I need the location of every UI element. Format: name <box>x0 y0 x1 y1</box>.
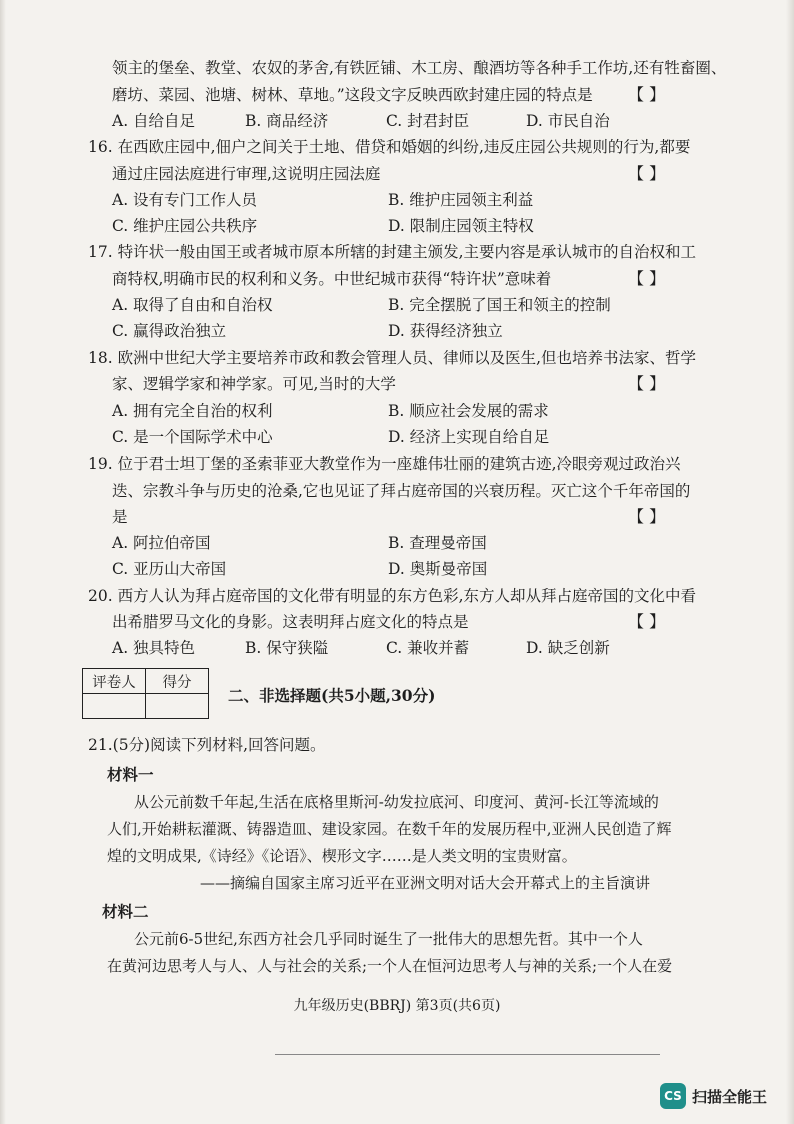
q20-option-a: A. 独具特色 <box>112 639 196 657</box>
score-header: 得分 <box>146 669 209 694</box>
scanner-watermark <box>660 1083 767 1109</box>
q19-option-a: A. 阿拉伯帝国 <box>112 534 211 552</box>
q19-option-b: B. 查理曼帝国 <box>388 534 487 552</box>
q17-line1: 17. 特许状一般由国王或者城市原本所辖的封建主颁发,主要内容是承认城市的自治权和工 <box>88 243 697 261</box>
q20-answer-bracket: 【 】 <box>628 612 666 631</box>
q16-option-a: A. 设有专门工作人员 <box>112 191 258 209</box>
q16-option-b: B. 维护庄园领主利益 <box>388 191 534 209</box>
camscanner-logo-icon: CS <box>660 1083 686 1109</box>
q20-option-b: B. 保守狭隘 <box>245 639 329 657</box>
grader-cell <box>83 694 146 719</box>
scanner-app-name: 扫描全能王 <box>692 1087 768 1106</box>
q18-option-a: A. 拥有完全自治的权利 <box>112 402 273 420</box>
material-1-line1: 从公元前数千年起,生活在底格里斯河-幼发拉底河、印度河、黄河-长江等流域的 <box>134 793 659 811</box>
material-1-title: 材料一 <box>107 765 154 784</box>
q16-line1: 16. 在西欧庄园中,佃户之间关于土地、借贷和婚姻的纠纷,违反庄园公共规则的行为,都要 <box>88 138 691 156</box>
q19-line1: 19. 位于君士坦丁堡的圣索菲亚大教堂作为一座雄伟壮丽的建筑古迹,冷眼旁观过政治兴 <box>88 455 681 473</box>
scan-edge-left <box>0 0 6 1124</box>
scan-edge-right <box>786 0 794 1124</box>
q18-option-b: B. 顺应社会发展的需求 <box>388 402 549 420</box>
q18-answer-bracket: 【 】 <box>628 374 666 393</box>
q15-option-c: C. 封君封臣 <box>386 112 470 130</box>
material-2-line2: 在黄河边思考人与人、人与社会的关系;一个人在恒河边思考人与神的关系;一个人在爱 <box>107 957 673 975</box>
q15-answer-bracket: 【 】 <box>628 85 666 104</box>
q16-answer-bracket: 【 】 <box>628 164 666 183</box>
q18-option-c: C. 是一个国际学术中心 <box>112 428 273 446</box>
q19-line2: 迭、宗教斗争与历史的沧桑,它也见证了拜占庭帝国的兴衰历程。灭亡这个千年帝国的 <box>112 482 691 500</box>
material-1-line2: 人们,开始耕耘灌溉、铸器造皿、建设家园。在数千年的发展历程中,亚洲人民创造了辉 <box>107 820 672 838</box>
q21-stem: 21.(5分)阅读下列材料,回答问题。 <box>88 736 326 754</box>
q17-answer-bracket: 【 】 <box>628 269 666 288</box>
q15-option-d: D. 市民自治 <box>526 112 610 130</box>
q17-option-d: D. 获得经济独立 <box>388 322 503 340</box>
q19-answer-bracket: 【 】 <box>628 507 666 526</box>
q17-option-b: B. 完全摆脱了国王和领主的控制 <box>388 296 611 314</box>
q15-option-a: A. 自给自足 <box>112 112 196 130</box>
page-footer: 九年级历史(BBRJ) 第3页(共6页) <box>293 998 501 1014</box>
q20-option-c: C. 兼收并蓄 <box>386 639 470 657</box>
material-1-source: ——摘编自国家主席习近平在亚洲文明对话大会开幕式上的主旨演讲 <box>200 874 651 892</box>
q19-option-d: D. 奥斯曼帝国 <box>388 560 488 578</box>
q15-line2: 磨坊、菜园、池塘、树林、草地。”这段文字反映西欧封建庄园的特点是 <box>112 86 593 104</box>
q20-line2: 出希腊罗马文化的身影。这表明拜占庭文化的特点是 <box>112 613 469 631</box>
q17-option-c: C. 赢得政治独立 <box>112 322 227 340</box>
q20-option-d: D. 缺乏创新 <box>526 639 610 657</box>
q18-line1: 18. 欧洲中世纪大学主要培养市政和教会管理人员、律师以及医生,但也培养书法家、哲学 <box>88 349 697 367</box>
score-cell <box>146 694 209 719</box>
q15-option-b: B. 商品经济 <box>245 112 329 130</box>
q18-line2: 家、逻辑学家和神学家。可见,当时的大学 <box>112 375 396 393</box>
material-2-title: 材料二 <box>102 902 149 921</box>
q16-option-d: D. 限制庄园领主特权 <box>388 217 534 235</box>
q19-option-c: C. 亚历山大帝国 <box>112 560 227 578</box>
q15-line1: 领主的堡垒、教堂、农奴的茅舍,有铁匠铺、木工房、酿酒坊等各种手工作坊,还有牲畜圈、 <box>112 59 727 77</box>
section2-title: 二、非选择题(共5小题,30分) <box>228 686 436 705</box>
q17-line2: 商特权,明确市民的权利和义务。中世纪城市获得“特许状”意味着 <box>112 270 552 288</box>
q18-option-d: D. 经济上实现自给自足 <box>388 428 550 446</box>
q16-option-c: C. 维护庄园公共秩序 <box>112 217 258 235</box>
q19-line3: 是 <box>112 508 128 526</box>
q17-option-a: A. 取得了自由和自治权 <box>112 296 273 314</box>
material-2-line1: 公元前6-5世纪,东西方社会几乎同时诞生了一批伟大的思想先哲。其中一个人 <box>134 930 643 948</box>
material-1-line3: 煌的文明成果,《诗经》《论语》、楔形文字……是人类文明的宝贵财富。 <box>107 847 577 865</box>
score-table <box>82 668 209 719</box>
q20-line1: 20. 西方人认为拜占庭帝国的文化带有明显的东方色彩,东方人却从拜占庭帝国的文化中看 <box>88 587 697 605</box>
q16-line2: 通过庄园法庭进行审理,这说明庄园法庭 <box>112 165 381 183</box>
footer-rule <box>275 1054 660 1055</box>
grader-header: 评卷人 <box>83 669 146 694</box>
